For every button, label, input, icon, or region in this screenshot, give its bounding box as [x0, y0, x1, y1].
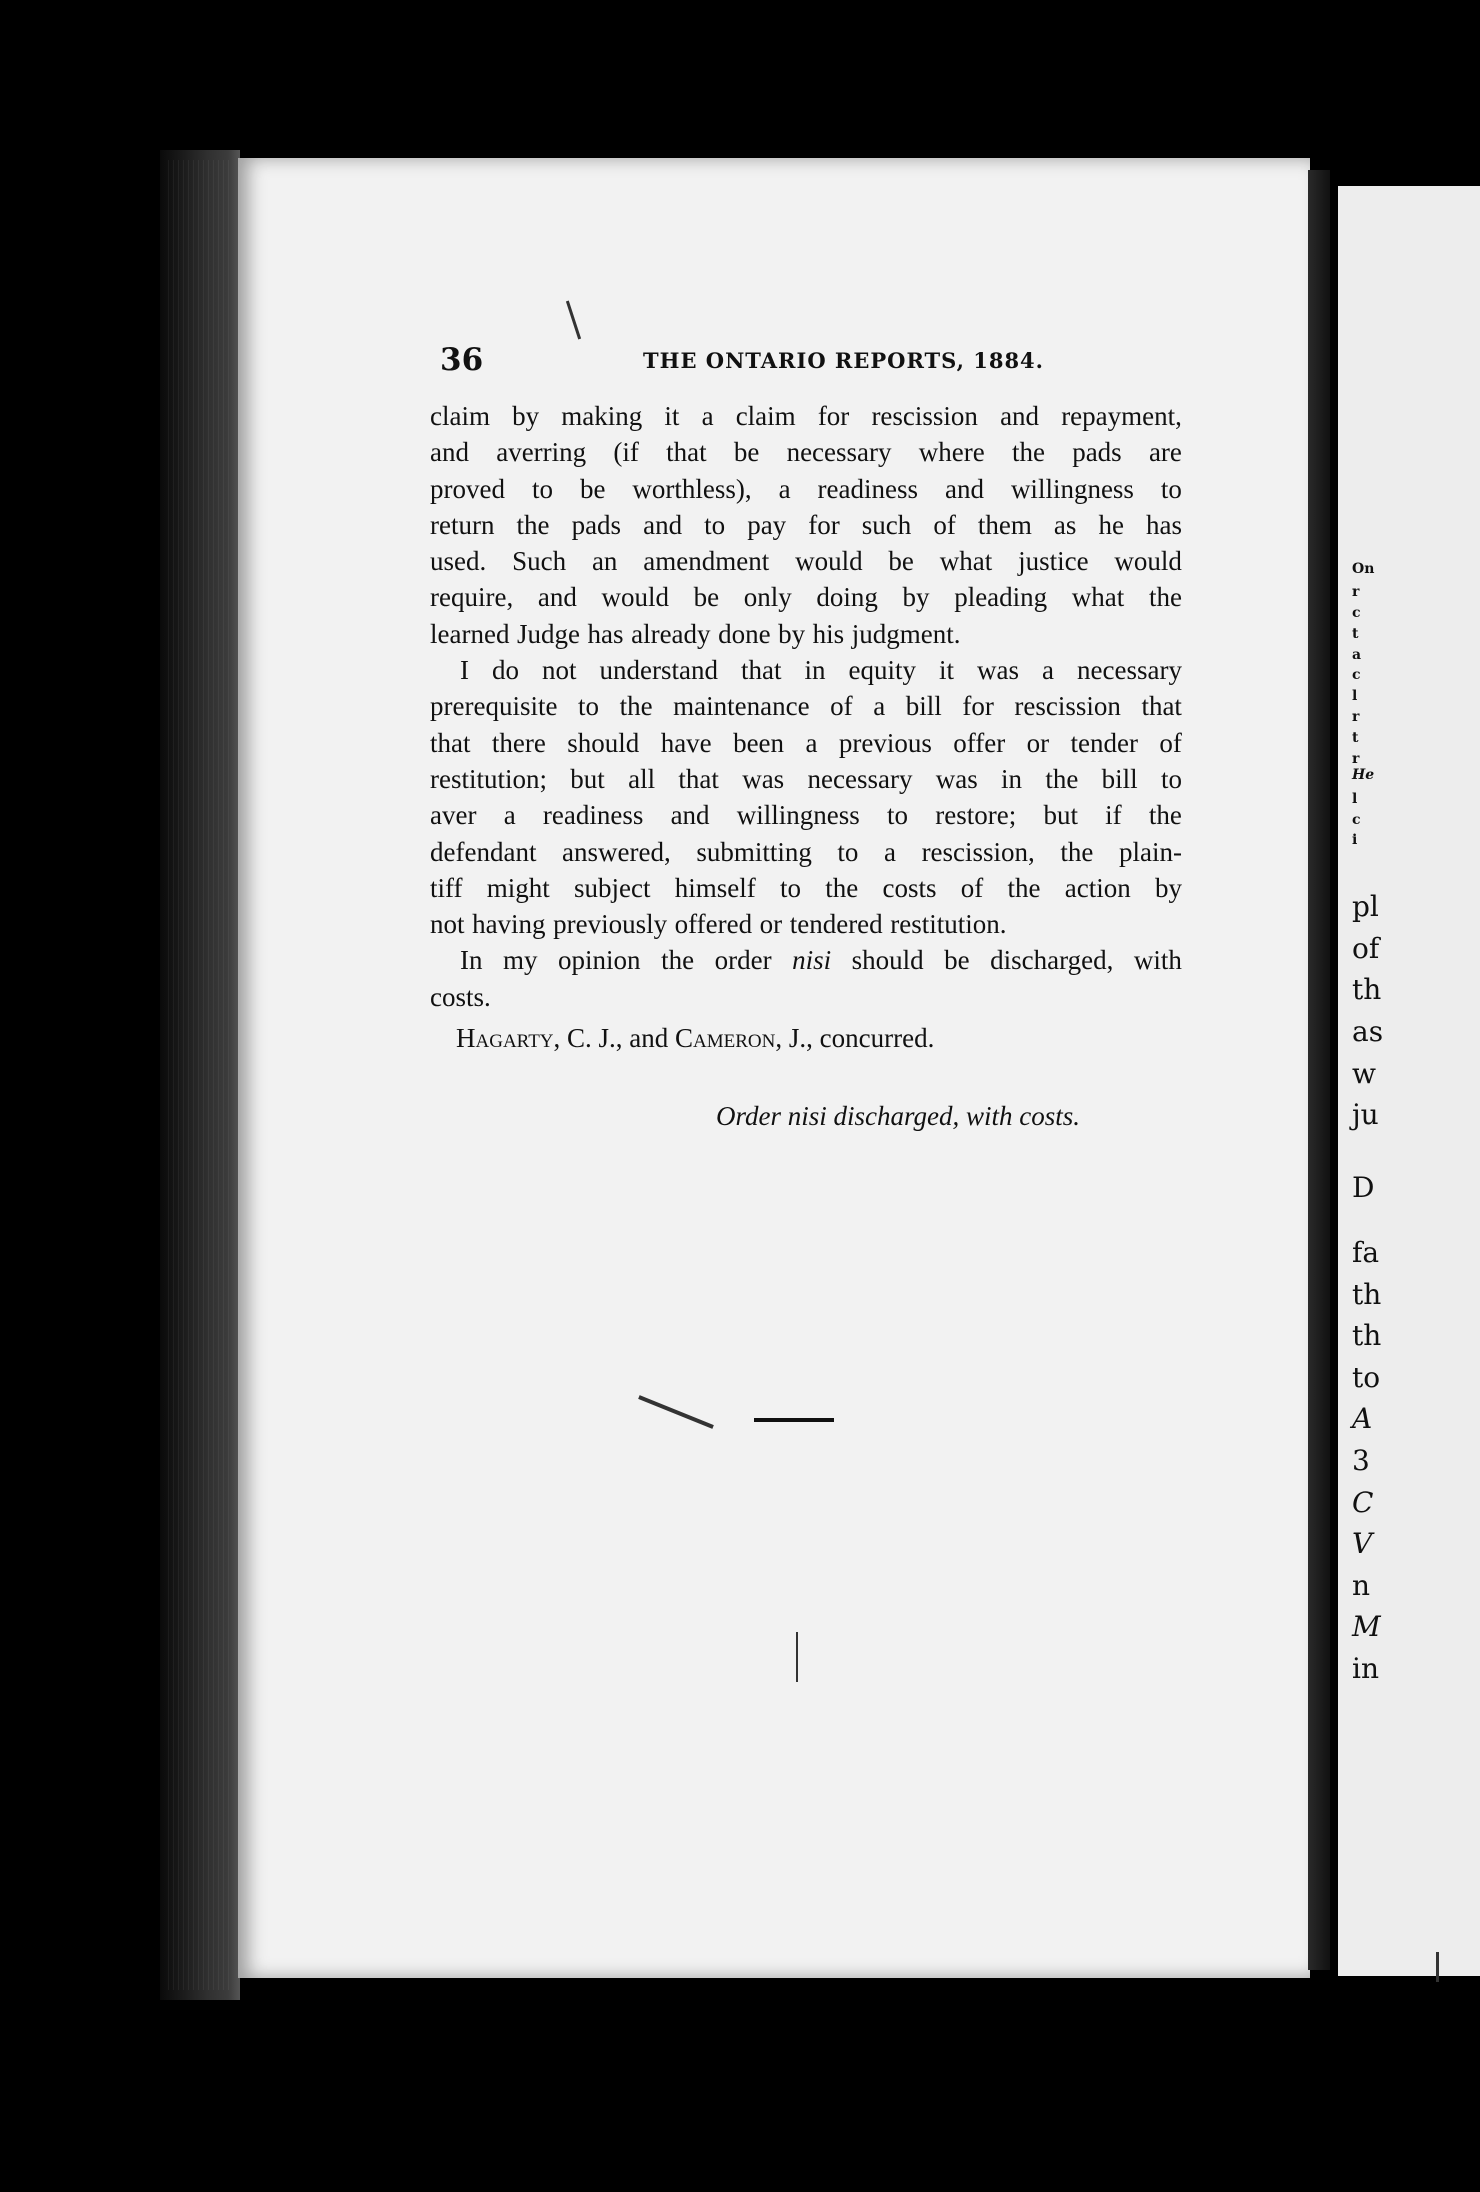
word: be: [733, 437, 760, 468]
text-line: [430, 942, 1182, 978]
word: claim: [735, 401, 796, 431]
concurrence-line: [456, 1023, 934, 1054]
word: the: [516, 509, 550, 540]
word: but: [1043, 800, 1078, 831]
word: willingness: [1010, 473, 1134, 504]
facing-page-fragment: of: [1352, 931, 1380, 965]
facing-page-fragment: A: [1352, 1402, 1373, 1436]
text-line: [430, 507, 1182, 543]
facing-page-fragment: pl: [1352, 890, 1379, 924]
facing-page: [1338, 186, 1480, 1976]
word: discharged,: [990, 945, 1114, 976]
word: Judge: [517, 618, 580, 649]
word: a: [884, 836, 896, 867]
word: only: [743, 582, 792, 613]
facing-page-fragment: fa: [1352, 1236, 1380, 1269]
word: should: [567, 727, 640, 758]
word: used.: [430, 546, 487, 577]
word: would: [795, 546, 863, 577]
word: tendered: [789, 909, 883, 940]
facing-page-fragment: 3: [1352, 1444, 1370, 1477]
concurrence-text: , C. J., and: [553, 1023, 676, 1053]
facing-page-fragment: c: [1352, 667, 1361, 684]
facing-page-fragment: ju: [1352, 1098, 1379, 1132]
word: of: [1159, 727, 1182, 758]
text-line: [430, 616, 1182, 652]
word: and: [1000, 401, 1040, 431]
judge-name: Hagarty: [456, 1023, 554, 1053]
word: pads: [571, 509, 622, 540]
word: pay: [747, 509, 787, 540]
word: costs.: [430, 981, 491, 1012]
word: has: [1145, 509, 1182, 540]
text-line: [430, 725, 1182, 761]
word: tender: [1070, 727, 1138, 758]
text-line: [430, 870, 1182, 906]
word: that: [430, 727, 471, 758]
word: a: [503, 800, 516, 831]
word: subject: [574, 872, 651, 903]
word: restitution.: [890, 909, 1007, 940]
word: and: [670, 800, 710, 831]
facing-page-fragment: to: [1352, 1360, 1381, 1394]
word: necessary: [807, 763, 913, 794]
text-line: [430, 471, 1182, 507]
word: to: [887, 800, 909, 831]
word: or: [759, 909, 783, 940]
word: a: [873, 691, 886, 722]
facing-page-fragment: C: [1352, 1485, 1374, 1519]
word: not: [542, 655, 577, 686]
judge-name: Cameron: [675, 1023, 776, 1053]
word: a: [805, 727, 818, 758]
word: understand: [599, 655, 718, 686]
word: maintenance: [673, 691, 810, 722]
word: should: [851, 945, 924, 976]
word: rescission: [871, 401, 978, 431]
word: the: [1148, 582, 1182, 613]
word: and: [944, 473, 984, 504]
word: a: [701, 401, 714, 431]
word: would: [601, 582, 669, 613]
word: In: [460, 945, 483, 976]
word: has: [587, 618, 624, 649]
word: have: [660, 727, 712, 758]
text-line: [430, 652, 1182, 688]
word: readiness: [542, 800, 644, 831]
word: rescission: [1014, 691, 1121, 722]
word: where: [918, 437, 985, 468]
text-line: [430, 579, 1182, 615]
facing-page-fragment: as: [1352, 1015, 1384, 1048]
facing-page-fragment: th: [1352, 973, 1382, 1007]
word: that: [740, 655, 782, 686]
word: opinion: [558, 945, 641, 976]
word: costs: [882, 872, 937, 903]
page-header: [440, 342, 1060, 378]
word: be: [579, 473, 606, 504]
text-line: [430, 434, 1182, 470]
word: repayment,: [1061, 401, 1182, 431]
word: pleading: [954, 582, 1048, 613]
word: do: [492, 655, 519, 686]
word: amendment: [643, 546, 770, 577]
word: bill: [905, 691, 942, 722]
facing-page-fragment: r: [1352, 750, 1360, 767]
word: a: [778, 473, 791, 504]
word: offered: [674, 909, 753, 940]
word: require,: [430, 582, 514, 613]
word: for: [962, 691, 994, 722]
facing-page-fragment: c: [1352, 811, 1361, 828]
word: answered,: [562, 836, 671, 867]
word: that: [678, 763, 719, 794]
word: restitution;: [430, 763, 547, 794]
word: learned: [430, 618, 510, 649]
word: it: [664, 401, 680, 431]
word: was: [935, 763, 978, 794]
word: order: [714, 945, 772, 976]
text-line: [430, 979, 1182, 1015]
facing-page-fragment: th: [1352, 1277, 1382, 1311]
word: and: [537, 582, 577, 613]
word: to: [704, 509, 726, 540]
word: it: [939, 655, 955, 686]
scan-mark: [796, 1632, 798, 1682]
word: to: [837, 836, 859, 867]
word: prerequisite: [430, 691, 558, 722]
word: already: [631, 618, 711, 649]
facing-page-fragment: i: [1352, 832, 1358, 849]
facing-page-fragment: l: [1352, 688, 1358, 705]
facing-page-fragment: in: [1352, 1652, 1379, 1685]
facing-page-fragment: t: [1352, 625, 1359, 642]
word: such: [861, 509, 912, 540]
word: his: [812, 618, 845, 649]
word: if: [1105, 800, 1122, 831]
word: an: [591, 546, 618, 577]
word: a: [1042, 655, 1054, 686]
word: that: [1141, 691, 1182, 722]
word: himself: [674, 872, 756, 903]
word: the: [1011, 437, 1045, 468]
word: there: [491, 727, 546, 758]
word: what: [1071, 582, 1125, 613]
word: averring: [496, 437, 587, 468]
word: of: [830, 691, 853, 722]
running-title: THE ONTARIO REPORTS, 1884.: [643, 348, 1044, 373]
word: worthless),: [632, 473, 752, 504]
word: the: [661, 945, 695, 976]
text-line: [430, 398, 1182, 434]
word: necessary: [1077, 655, 1182, 686]
word: with: [1133, 945, 1182, 976]
word: having: [472, 909, 546, 940]
word: bill: [1101, 763, 1138, 794]
scan-mark: [1436, 1952, 1439, 1982]
word: he: [1098, 509, 1124, 540]
word: might: [486, 872, 550, 903]
word: pads: [1072, 437, 1122, 468]
word: and: [643, 509, 683, 540]
section-end-rule: [754, 1418, 834, 1422]
word: to: [531, 473, 553, 504]
word: was: [742, 763, 785, 794]
word: action: [1064, 872, 1131, 903]
word: justice: [1018, 546, 1089, 577]
word: the: [1148, 800, 1182, 831]
facing-page-fragment: M: [1352, 1610, 1381, 1644]
word: them: [977, 509, 1032, 540]
word: restore;: [935, 800, 1017, 831]
word: be: [693, 582, 720, 613]
word: proved: [430, 473, 505, 504]
word: been: [733, 727, 785, 758]
word: be: [888, 546, 914, 577]
concurrence-text: , J., concurred.: [775, 1023, 935, 1053]
word: plain-: [1118, 836, 1182, 867]
facing-page-fragment: l: [1352, 790, 1358, 807]
word: doing: [816, 582, 878, 613]
word: readiness: [817, 473, 919, 504]
word: I: [460, 655, 469, 686]
word: the: [1060, 836, 1094, 867]
word: the: [825, 872, 859, 903]
body-text: [430, 398, 1182, 1015]
word: by: [902, 582, 930, 613]
word: for: [817, 401, 850, 431]
word: necessary: [786, 437, 892, 468]
order-disposition: Order nisi discharged, with costs.: [716, 1101, 1080, 1131]
text-line: [430, 797, 1182, 833]
word: be: [944, 945, 970, 976]
word: Such: [512, 546, 567, 577]
word: return: [430, 509, 495, 540]
word: or: [1026, 727, 1050, 758]
word: of: [933, 509, 956, 540]
word: as: [1053, 509, 1077, 540]
word: to: [780, 872, 802, 903]
page-gutter: [1308, 170, 1330, 1970]
word: judgment.: [851, 618, 961, 649]
word: the: [619, 691, 653, 722]
page-edges: [168, 160, 232, 1990]
word: by: [778, 618, 806, 649]
word: previous: [838, 727, 932, 758]
word: the: [1007, 872, 1041, 903]
word: in: [1001, 763, 1023, 794]
word: aver: [430, 800, 477, 831]
facing-page-fragment: He: [1352, 767, 1375, 784]
word: to: [1160, 473, 1182, 504]
facing-page-fragment: r: [1352, 584, 1360, 601]
word: equity: [848, 655, 916, 686]
word: of: [960, 872, 984, 903]
word: for: [808, 509, 840, 540]
word: previously: [553, 909, 668, 940]
word: what: [939, 546, 993, 577]
word: all: [628, 763, 656, 794]
word: (if: [613, 437, 639, 468]
facing-page-fragment: n: [1352, 1568, 1371, 1602]
text-line: [430, 543, 1182, 579]
word: defendant: [430, 836, 537, 867]
word: not: [430, 909, 465, 940]
word: by: [512, 401, 540, 431]
word: claim: [430, 401, 490, 431]
facing-page-fragment: V: [1352, 1527, 1373, 1561]
facing-page-fragment: th: [1352, 1319, 1382, 1353]
word: offer: [953, 727, 1006, 758]
facing-page-fragment: D: [1352, 1171, 1375, 1204]
text-line: [430, 761, 1182, 797]
word: making: [561, 401, 643, 431]
text-line: [430, 688, 1182, 724]
word: nisi: [792, 945, 832, 976]
word: willingness: [736, 800, 860, 831]
word: the: [1045, 763, 1079, 794]
word: tiff: [430, 872, 463, 903]
word: by: [1155, 872, 1182, 903]
facing-page-fragment: On: [1352, 560, 1375, 577]
word: but: [570, 763, 605, 794]
word: are: [1148, 437, 1182, 468]
word: and: [430, 437, 469, 468]
text-line: [430, 906, 1182, 942]
word: that: [666, 437, 707, 468]
page-number: 36: [440, 342, 484, 378]
word: rescission,: [921, 836, 1035, 867]
facing-page-fragment: w: [1352, 1056, 1376, 1090]
word: was: [977, 655, 1020, 686]
facing-page-fragment: r: [1352, 708, 1360, 725]
word: would: [1114, 546, 1182, 577]
word: to: [578, 691, 600, 722]
word: to: [1160, 763, 1182, 794]
text-line: [430, 834, 1182, 870]
facing-page-fragment: c: [1352, 604, 1361, 621]
facing-page-fragment: t: [1352, 729, 1359, 746]
word: in: [804, 655, 826, 686]
word: submitting: [696, 836, 812, 867]
word: done: [718, 618, 771, 649]
facing-page-fragment: a: [1352, 646, 1362, 663]
word: my: [503, 945, 538, 976]
